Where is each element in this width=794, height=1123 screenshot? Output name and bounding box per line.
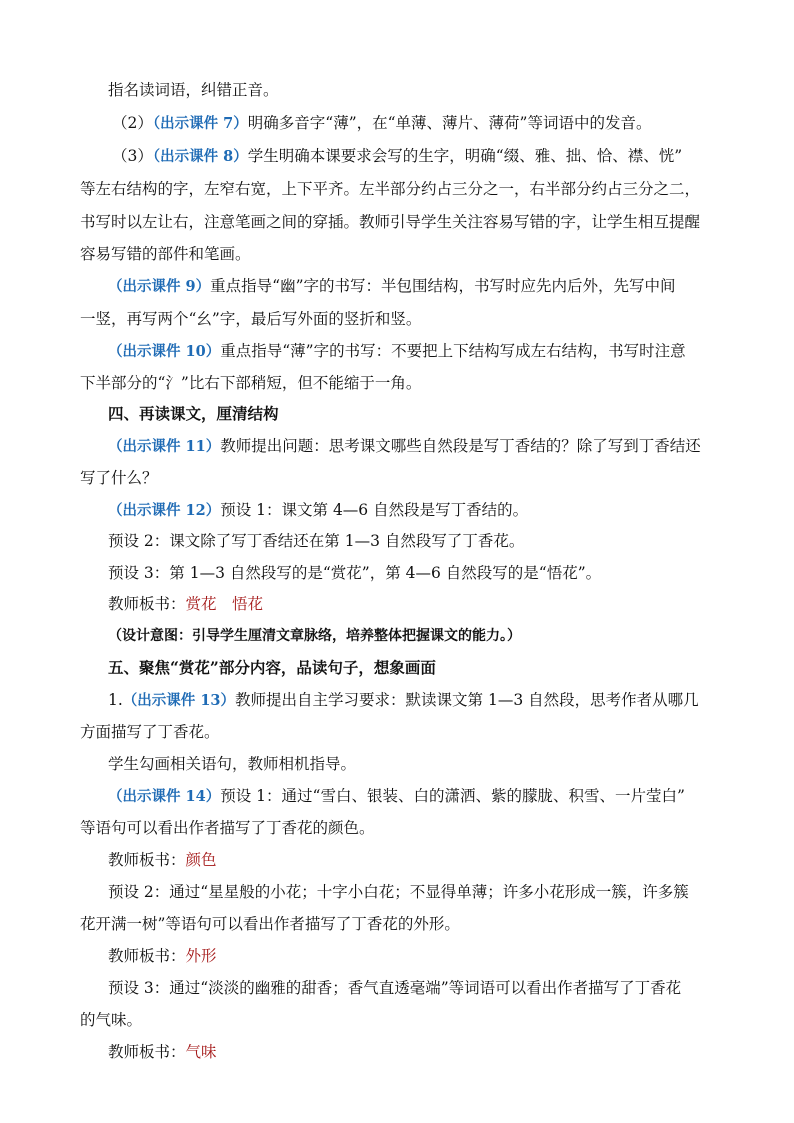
text: 花开满一树”等语句可以看出作者描写了丁香花的外形。 [80,915,460,933]
item-number: 1. [108,691,123,709]
text: 等左右结构的字，左窄右宽，上下平齐。左半部分约占三分之一，右半部分约占三分之二， [80,180,701,198]
paragraph-line [80,179,700,199]
courseware-tag: （出示课件 11） [108,438,221,455]
board-label: 教师板书： [108,595,186,613]
paragraph-line [108,754,356,774]
paragraph-line [80,722,220,742]
paragraph-line [112,146,682,167]
paragraph-line [108,531,524,551]
item-number: （3） [112,147,153,165]
text: 预设 3：通过“淡淡的幽雅的甜香；香气直透毫端”等词语可以看出作者描写了丁香花 [108,979,682,997]
board-label: 教师板书： [108,1043,186,1061]
paragraph-line [108,563,601,583]
text: 等语句可以看出作者描写了丁香花的颜色。 [80,819,375,837]
courseware-tag: （出示课件 12） [108,502,221,519]
text: 预设 2：课文除了写丁香结还在第 1—3 自然段写了丁香花。 [108,532,525,550]
paragraph-line [108,276,676,297]
text: 预设 1：课文第 4—6 自然段是写丁香结的。 [220,501,529,519]
board-line [108,594,263,614]
text: 写了什么？ [80,469,158,487]
text: 预设 3：第 1—3 自然段写的是“赏花”，第 4—6 自然段写的是“悟花”。 [108,564,602,582]
courseware-tag: （出示课件 8） [152,148,248,165]
text: 明确多音字“薄”，在“单薄、薄片、薄荷”等词语中的发音。 [247,114,652,132]
paragraph-line [80,1010,142,1030]
paragraph-line [80,309,421,329]
paragraph-line [108,882,689,902]
text: 教师提出自主学习要求：默读课文第 1—3 自然段，思考作者从哪几 [235,691,699,709]
text: 书写时以左让右，注意笔画之间的穿插。教师引导学生关注容易写错的字，让学生相互提醒 [80,213,701,231]
text: 重点指导“薄”字的书写：不要把上下结构写成左右结构，书写时注意 [220,342,686,360]
text: 方面描写了丁香花。 [80,723,220,741]
board-value: 气味 [185,1043,217,1061]
section-heading [108,404,279,424]
section-heading [108,658,436,678]
paragraph-line [108,786,685,807]
paragraph-line [80,212,700,232]
courseware-tag: （出示课件 10） [108,343,221,360]
board-line [108,1042,217,1062]
board-line [108,946,217,966]
courseware-tag: （出示课件 7） [152,115,248,132]
courseware-tag: （出示课件 14） [108,788,221,805]
courseware-tag: （出示课件 9） [108,278,211,295]
text: 重点指导“幽”字的书写：半包围结构，书写时应先内后外，先写中间 [210,277,676,295]
paragraph-line [80,914,460,934]
paragraph-line [80,468,158,488]
paragraph-line [80,373,421,393]
board-line [108,850,217,870]
paragraph-line [108,500,528,521]
paragraph-line [80,818,375,838]
heading-text: 五、聚焦“赏花”部分内容，品读句子，想象画面 [108,658,436,677]
text: 学生明确本课要求会写的生字，明确“缀、雅、拙、恰、襟、恍” [247,147,683,165]
text: 学生勾画相关语句，教师相机指导。 [108,755,357,773]
item-number: （2） [112,114,153,132]
board-label: 教师板书： [108,947,186,965]
board-value: 颜色 [185,851,217,869]
text: 一竖，再写两个“幺”字，最后写外面的竖折和竖。 [80,310,422,328]
heading-text: 四、再读课文，厘清结构 [108,404,279,423]
text: 下半部分的“氵”比右下部稍短，但不能缩于一角。 [80,374,422,392]
paragraph-line [108,341,686,362]
text: 容易写错的部件和笔画。 [80,245,251,263]
paragraph-line [108,978,681,998]
text: 教师提出问题：思考课文哪些自然段是写丁香结的？除了写到丁香结还 [220,437,701,455]
paragraph-line [108,80,279,100]
paragraph-line [108,690,699,711]
text: 指名读词语，纠错正音。 [108,81,279,99]
board-label: 教师板书： [108,851,186,869]
text: 预设 2：通过“星星般的小花；十字小白花；不显得单薄；许多小花形成一簇，许多簇 [108,883,689,901]
text: 预设 1：通过“雪白、银装、白的潇洒、紫的朦胧、积雪、一片莹白” [220,787,685,805]
paragraph-line [112,113,651,134]
courseware-tag: （出示课件 13） [122,692,236,709]
design-intent [108,626,521,646]
text: （设计意图：引导学生厘清文章脉络，培养整体把握课文的能力。） [108,628,521,644]
board-value: 赏花 悟花 [185,595,264,613]
text: 的气味。 [80,1011,143,1029]
paragraph-line [108,436,701,457]
paragraph-line [80,244,251,264]
board-value: 外形 [185,947,217,965]
